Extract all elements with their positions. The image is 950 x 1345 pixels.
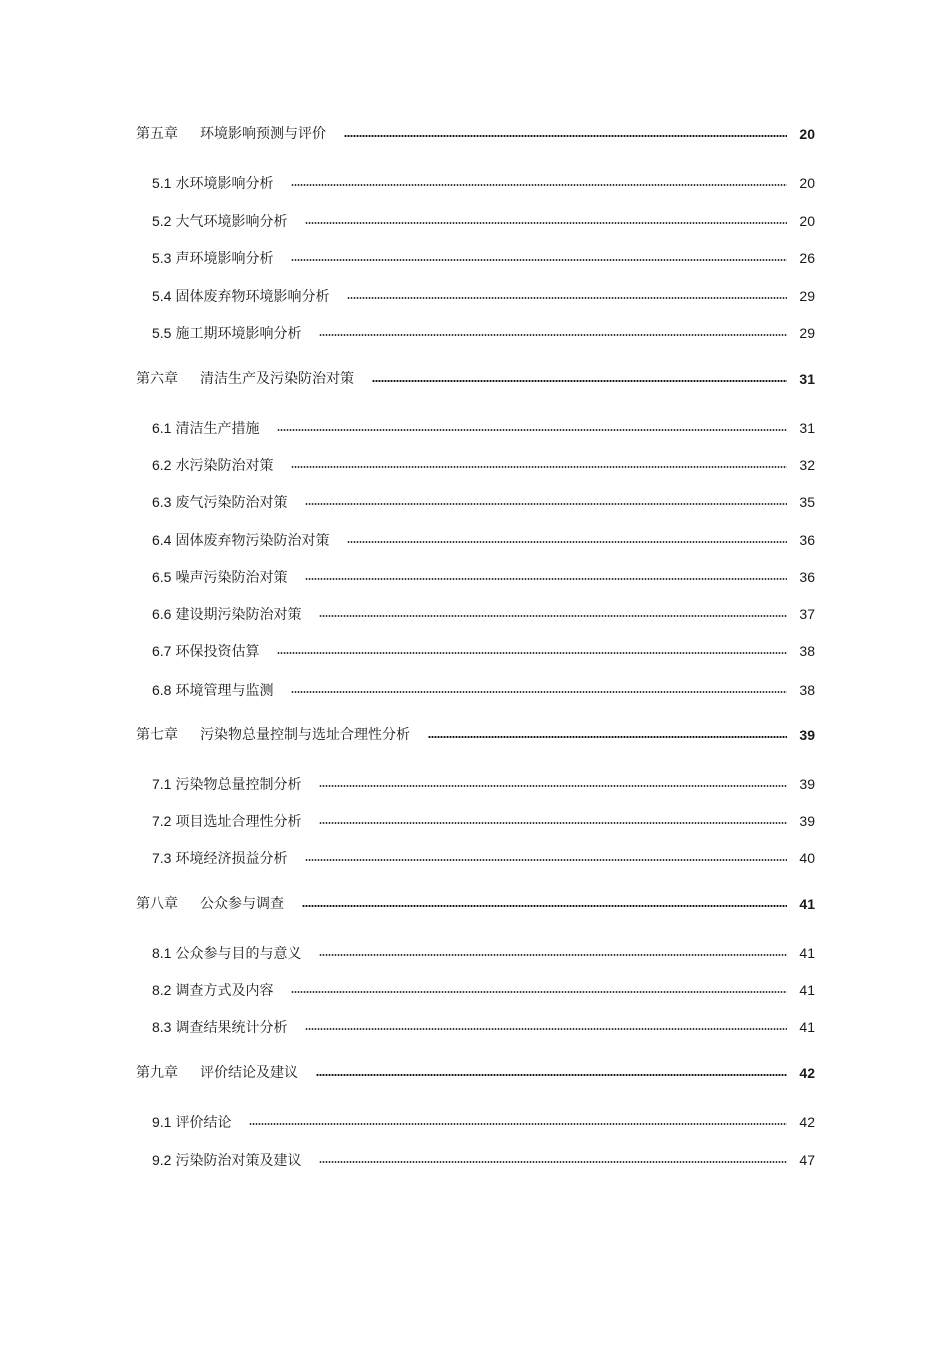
section-number: 9.1	[152, 1114, 172, 1130]
leader-dots	[305, 859, 787, 861]
toc-entry-title	[152, 173, 273, 194]
toc-section-entry[interactable]	[0, 1112, 950, 1134]
leader-dots	[319, 334, 787, 336]
entry-heading: 公众参与调查	[200, 896, 284, 912]
section-number: 8.2	[152, 982, 172, 998]
toc-section-entry[interactable]	[0, 680, 950, 702]
toc-section-entry[interactable]	[0, 173, 950, 195]
section-number: 5.4	[152, 288, 172, 304]
toc-entry-title	[152, 811, 301, 832]
toc-section-entry[interactable]	[0, 286, 950, 308]
page-number: 39	[799, 776, 815, 792]
entry-heading: 声环境影响分析	[175, 251, 274, 267]
section-number: 6.2	[152, 457, 172, 473]
leader-dots	[305, 578, 787, 580]
toc-entry-title	[152, 323, 301, 344]
toc-entry-title	[152, 455, 273, 476]
page-number: 41	[799, 896, 815, 912]
entry-heading: 施工期环境影响分析	[175, 326, 302, 342]
toc-entry-title	[152, 1150, 301, 1171]
leader-dots	[372, 380, 787, 382]
toc-section-entry[interactable]	[0, 641, 950, 663]
page-number: 41	[799, 1019, 815, 1035]
toc-entry-title	[136, 369, 354, 389]
leader-dots	[316, 1074, 787, 1076]
entry-heading: 固体废弃物环境影响分析	[175, 289, 330, 305]
leader-dots	[347, 541, 787, 543]
toc-entry-title	[152, 980, 273, 1001]
leader-dots	[249, 1123, 787, 1125]
leader-dots	[291, 259, 787, 261]
leader-dots	[319, 615, 787, 617]
toc-entry-title	[152, 604, 301, 625]
entry-heading: 水污染防治对策	[175, 458, 274, 474]
entry-heading: 项目选址合理性分析	[175, 814, 302, 830]
page-number: 38	[799, 643, 815, 659]
leader-dots	[319, 954, 787, 956]
entry-heading: 大气环境影响分析	[175, 214, 288, 230]
chapter-number: 第八章	[136, 896, 178, 912]
toc-section-entry[interactable]	[0, 604, 950, 626]
toc-entry-title	[136, 894, 284, 914]
toc-section-entry[interactable]	[0, 492, 950, 514]
toc-chapter-entry[interactable]	[0, 124, 950, 146]
section-number: 6.6	[152, 606, 172, 622]
entry-heading: 环境管理与监测	[175, 683, 274, 699]
page-number: 29	[799, 325, 815, 341]
leader-dots	[302, 905, 787, 907]
entry-heading: 水环境影响分析	[175, 176, 274, 192]
toc-entry-title	[152, 848, 287, 869]
toc-section-entry[interactable]	[0, 248, 950, 270]
toc-chapter-entry[interactable]	[0, 1063, 950, 1085]
section-number: 8.1	[152, 945, 172, 961]
toc-section-entry[interactable]	[0, 848, 950, 870]
page-number: 42	[799, 1114, 815, 1130]
section-number: 5.1	[152, 175, 172, 191]
section-number: 5.2	[152, 213, 172, 229]
leader-dots	[319, 1161, 787, 1163]
section-number: 9.2	[152, 1152, 172, 1168]
page-number: 26	[799, 250, 815, 266]
toc-entry-title	[152, 680, 273, 701]
section-number: 5.3	[152, 250, 172, 266]
page-number: 38	[799, 682, 815, 698]
toc-entry-title	[136, 725, 410, 745]
page-number: 31	[799, 371, 815, 387]
toc-entry-title	[136, 124, 326, 144]
entry-heading: 污染物总量控制分析	[175, 777, 302, 793]
section-number: 8.3	[152, 1019, 172, 1035]
entry-heading: 清洁生产及污染防治对策	[200, 371, 354, 387]
page-number: 20	[799, 175, 815, 191]
toc-section-entry[interactable]	[0, 980, 950, 1002]
toc-entry-title	[152, 641, 259, 662]
entry-heading: 建设期污染防治对策	[175, 607, 302, 623]
leader-dots	[291, 691, 787, 693]
leader-dots	[428, 736, 787, 738]
toc-entry-title	[152, 774, 301, 795]
section-number: 6.3	[152, 494, 172, 510]
page-number: 29	[799, 288, 815, 304]
section-number: 6.5	[152, 569, 172, 585]
page-number: 41	[799, 982, 815, 998]
toc-section-entry[interactable]	[0, 1017, 950, 1039]
leader-dots	[305, 1028, 787, 1030]
page-number: 20	[799, 213, 815, 229]
section-number: 6.7	[152, 643, 172, 659]
toc-entry-title	[152, 211, 287, 232]
leader-dots	[319, 822, 787, 824]
toc-chapter-entry[interactable]	[0, 369, 950, 391]
page-number: 40	[799, 850, 815, 866]
leader-dots	[347, 297, 787, 299]
toc-chapter-entry[interactable]	[0, 894, 950, 916]
section-number: 6.1	[152, 420, 172, 436]
page-number: 35	[799, 494, 815, 510]
toc-entry-title	[152, 286, 329, 307]
entry-heading: 环境影响预测与评价	[200, 126, 326, 142]
entry-heading: 污染防治对策及建议	[175, 1153, 302, 1169]
toc-entry-title	[152, 530, 329, 551]
toc-entry-title	[152, 943, 301, 964]
entry-heading: 废气污染防治对策	[175, 495, 288, 511]
entry-heading: 评价结论及建议	[200, 1065, 298, 1081]
page-number: 47	[799, 1152, 815, 1168]
toc-chapter-entry[interactable]	[0, 725, 950, 747]
section-number: 7.1	[152, 776, 172, 792]
entry-heading: 环保投资估算	[175, 644, 260, 660]
leader-dots	[291, 184, 787, 186]
section-number: 7.2	[152, 813, 172, 829]
toc-section-entry[interactable]	[0, 943, 950, 965]
entry-heading: 调查结果统计分析	[175, 1020, 288, 1036]
toc-section-entry[interactable]	[0, 567, 950, 589]
page-number: 39	[799, 727, 815, 743]
toc-entry-title	[152, 418, 259, 439]
toc-section-entry[interactable]	[0, 418, 950, 440]
page-number: 32	[799, 457, 815, 473]
section-number: 5.5	[152, 325, 172, 341]
page-number: 39	[799, 813, 815, 829]
section-number: 6.8	[152, 682, 172, 698]
section-number: 7.3	[152, 850, 172, 866]
entry-heading: 噪声污染防治对策	[175, 570, 288, 586]
chapter-number: 第六章	[136, 371, 178, 387]
toc-section-entry[interactable]	[0, 211, 950, 233]
chapter-number: 第七章	[136, 727, 178, 743]
toc-section-entry[interactable]	[0, 455, 950, 477]
leader-dots	[305, 222, 787, 224]
page-number: 31	[799, 420, 815, 436]
leader-dots	[305, 503, 787, 505]
leader-dots	[319, 785, 787, 787]
toc-entry-title	[152, 567, 287, 588]
leader-dots	[277, 429, 787, 431]
toc-entry-title	[152, 1112, 231, 1133]
chapter-number: 第五章	[136, 126, 178, 142]
leader-dots	[291, 991, 787, 993]
section-number: 6.4	[152, 532, 172, 548]
page-number: 20	[799, 126, 815, 142]
leader-dots	[291, 466, 787, 468]
page-number: 42	[799, 1065, 815, 1081]
chapter-number: 第九章	[136, 1065, 178, 1081]
toc-entry-title	[136, 1063, 298, 1083]
toc-entry-title	[152, 1017, 287, 1038]
page-number: 41	[799, 945, 815, 961]
entry-heading: 调查方式及内容	[175, 983, 274, 999]
entry-heading: 固体废弃物污染防治对策	[175, 533, 330, 549]
toc-section-entry[interactable]	[0, 323, 950, 345]
entry-heading: 公众参与目的与意义	[175, 946, 302, 962]
toc-section-entry[interactable]	[0, 530, 950, 552]
page-number: 36	[799, 569, 815, 585]
toc-entry-title	[152, 248, 273, 269]
toc-section-entry[interactable]	[0, 811, 950, 833]
toc-entry-title	[152, 492, 287, 513]
page-number: 36	[799, 532, 815, 548]
entry-heading: 污染物总量控制与选址合理性分析	[200, 727, 410, 743]
entry-heading: 环境经济损益分析	[175, 851, 288, 867]
toc-section-entry[interactable]	[0, 1150, 950, 1172]
leader-dots	[344, 135, 787, 137]
leader-dots	[277, 652, 787, 654]
entry-heading: 评价结论	[175, 1115, 232, 1131]
page-number: 37	[799, 606, 815, 622]
entry-heading: 清洁生产措施	[175, 421, 260, 437]
toc-section-entry[interactable]	[0, 774, 950, 796]
